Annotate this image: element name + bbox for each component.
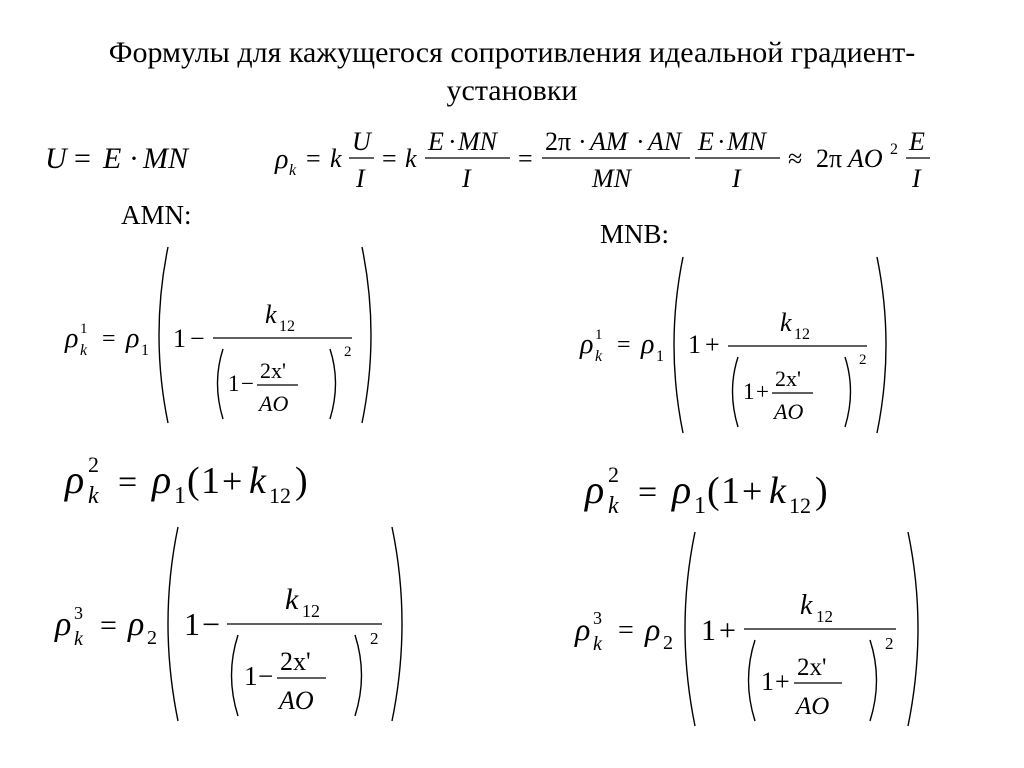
an-term: AN: [648, 127, 682, 156]
rho3-amn-formula: [50, 523, 410, 728]
dot-operator: ·: [448, 127, 457, 156]
rho-symbol: ρ: [275, 144, 289, 175]
k12-sub: 12: [279, 318, 295, 335]
frac-i: I: [732, 164, 741, 193]
equals-sign: =: [100, 609, 117, 642]
equals-sign: =: [118, 464, 138, 501]
rho-symbol: ρ: [641, 329, 655, 360]
frac-e: E: [698, 127, 714, 156]
square-exponent: 2: [885, 634, 894, 653]
one: 1: [173, 324, 186, 353]
right-paren: ): [295, 460, 308, 502]
two-pi: 2π: [816, 144, 843, 173]
ao-term: AO: [259, 391, 289, 416]
right-paren: ): [815, 470, 828, 512]
square-exponent: 2: [344, 344, 352, 360]
right-paren: [355, 635, 362, 716]
frac-i: I: [462, 164, 471, 193]
rho-symbol: ρ: [65, 323, 79, 354]
approx-sign: ≈: [788, 144, 803, 173]
equals-sign: =: [102, 326, 116, 352]
one: 1: [228, 371, 240, 396]
square-exponent: 2: [890, 141, 898, 158]
plus-sign: +: [775, 667, 790, 696]
dot-operator: ·: [129, 142, 139, 175]
amn-label: AMN:: [121, 200, 192, 230]
left-paren: [685, 532, 695, 726]
rho-sup: 3: [74, 603, 83, 623]
one: 1: [688, 330, 701, 359]
rho-sub-k: k: [595, 348, 603, 365]
frac-u: U: [352, 127, 371, 156]
equals-sign: =: [306, 144, 321, 173]
minus-sign: −: [258, 661, 274, 691]
mnb-label: MNB:: [600, 219, 670, 249]
rho3-mnb-formula: [570, 528, 930, 733]
voltage-formula: [40, 128, 240, 188]
k12-coefficient: k: [265, 300, 277, 329]
rho-sub-k: k: [74, 628, 83, 650]
rho-sub-k: k: [289, 162, 297, 179]
two-x-prime: 2x': [797, 654, 827, 681]
left-paren: [674, 257, 683, 433]
minus-sign: −: [190, 324, 205, 353]
rho-sup: 1: [80, 321, 88, 337]
one: 1: [184, 606, 200, 642]
rho-sup: 3: [593, 608, 602, 628]
k12-sub: 12: [302, 601, 320, 621]
one: 1: [701, 614, 716, 647]
k12-coefficient: k: [769, 470, 786, 512]
plus-sign: +: [705, 330, 720, 359]
am-term: AM: [590, 127, 628, 156]
equals-sign: =: [518, 144, 533, 173]
left-paren: [168, 527, 178, 721]
plus-sign: +: [719, 614, 736, 647]
ao-term: AO: [848, 144, 883, 173]
left-paren: [218, 349, 224, 419]
title-line-2: установки: [446, 74, 578, 107]
voltage-mn: MN: [143, 142, 188, 175]
rho-symbol: ρ: [585, 467, 605, 512]
rho-sub-k: k: [593, 633, 602, 655]
rho-sup: 2: [88, 452, 99, 477]
title-line-1: Формулы для кажущегося сопротивления идеальной градиент-: [108, 36, 916, 69]
right-paren: [870, 640, 877, 721]
two-x-prime: 2x': [260, 358, 286, 383]
plus-sign: +: [756, 379, 769, 404]
left-paren: [749, 640, 756, 721]
frac-i: I: [912, 164, 921, 193]
equals-sign: =: [618, 615, 634, 646]
mn-term: MN: [592, 164, 631, 193]
dot-operator: ·: [578, 127, 587, 156]
two-x-prime: 2x': [280, 647, 311, 676]
left-paren: (: [187, 460, 200, 502]
rho-symbol: ρ: [55, 606, 72, 643]
rho-sub-k: k: [80, 342, 88, 359]
one: 1: [721, 470, 740, 512]
equals-sign: =: [617, 332, 631, 358]
k-coefficient: k: [330, 144, 342, 173]
left-paren: [733, 357, 739, 427]
plus-sign: +: [222, 461, 243, 501]
right-paren: [845, 357, 851, 427]
left-paren: [159, 247, 168, 423]
minus-sign: −: [241, 371, 254, 396]
rho-sub-k: k: [608, 493, 619, 519]
left-paren: (: [707, 470, 720, 512]
equals-sign: =: [638, 474, 658, 511]
rho-sup: 2: [608, 462, 619, 487]
minus-sign: −: [202, 606, 221, 642]
ao-term: AO: [279, 686, 314, 715]
one: 1: [201, 460, 220, 502]
rho-symbol: ρ: [575, 611, 591, 647]
rho-symbol: ρ: [672, 467, 692, 512]
frac-e: E: [428, 127, 444, 156]
right-paren: [392, 527, 402, 721]
rho-sub: 1: [694, 493, 706, 519]
rho-symbol: ρ: [152, 457, 172, 502]
k12-sub: 12: [816, 607, 833, 626]
rho-symbol: ρ: [580, 329, 594, 360]
one: 1: [244, 661, 258, 691]
rho-symbol: ρ: [128, 606, 145, 643]
frac-mn: MN: [458, 127, 497, 156]
rho2-mnb-formula: [580, 458, 870, 528]
rho-k-formula: [270, 120, 1000, 200]
ao-term: AO: [796, 693, 830, 720]
voltage-u: U: [45, 142, 67, 175]
equals-sign: =: [382, 144, 397, 173]
two-x-prime: 2x': [775, 366, 801, 391]
rho1-mnb-formula: [575, 255, 895, 440]
dot-operator: ·: [636, 127, 645, 156]
equals-sign: =: [74, 142, 91, 175]
rho-sub: 2: [147, 627, 157, 649]
k12-coefficient: k: [800, 590, 813, 621]
k-coefficient: k: [405, 144, 417, 173]
voltage-e: E: [103, 142, 122, 175]
k12-sub: 12: [794, 326, 810, 343]
right-paren: [362, 247, 371, 423]
rho-sub: 1: [141, 342, 149, 359]
right-paren: [330, 349, 336, 419]
right-paren: [908, 532, 918, 726]
square-exponent: 2: [859, 352, 867, 368]
rho-sub: 2: [663, 632, 673, 654]
frac-i: I: [356, 164, 365, 193]
k12-coefficient: k: [249, 460, 266, 502]
rho-sub: 1: [656, 348, 664, 365]
k12-sub: 12: [789, 493, 811, 518]
ao-term: AO: [774, 399, 804, 424]
k12-sub: 12: [269, 483, 291, 508]
two-pi: 2π: [545, 127, 572, 156]
right-paren: [877, 257, 886, 433]
rho1-amn-formula: [60, 243, 390, 428]
k12-coefficient: k: [285, 583, 299, 616]
rho-sup: 1: [595, 327, 603, 343]
plus-sign: +: [742, 471, 763, 511]
dot-operator: ·: [717, 127, 726, 156]
rho-symbol: ρ: [65, 457, 85, 502]
one: 1: [743, 379, 755, 404]
square-exponent: 2: [370, 629, 379, 648]
left-paren: [232, 635, 239, 716]
rho-sub: 1: [174, 483, 186, 509]
frac-e: E: [909, 127, 925, 156]
rho-symbol: ρ: [645, 611, 661, 647]
frac-mn: MN: [727, 127, 766, 156]
one: 1: [761, 667, 774, 696]
rho-sub-k: k: [88, 483, 99, 509]
rho2-amn-formula: [60, 448, 350, 518]
k12-coefficient: k: [780, 308, 792, 337]
rho-symbol: ρ: [126, 323, 140, 354]
